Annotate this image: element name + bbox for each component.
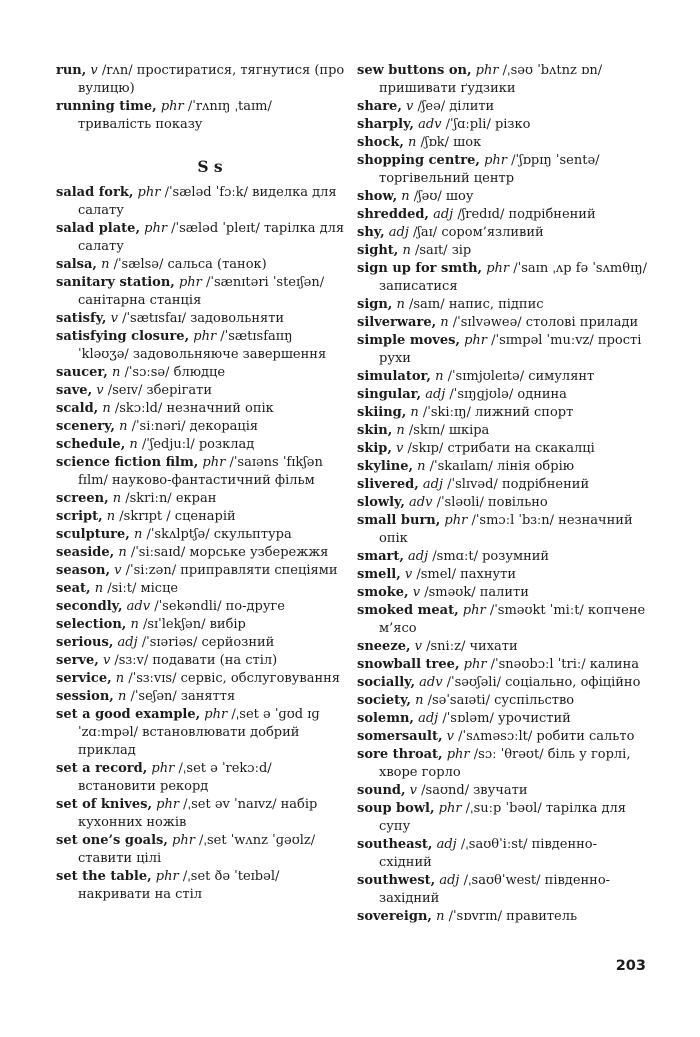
entry-part-of-speech: n [118, 545, 127, 560]
dictionary-entry [357, 458, 647, 476]
entry-part-of-speech: adj [433, 207, 454, 222]
dictionary-entry [56, 562, 346, 580]
entry-definition: /ˌset ðə ˈteɪbəl/ накривати на стіл [78, 869, 280, 902]
entry-part-of-speech: n [106, 509, 116, 524]
entry-definition: /ˌsaʊθˈiːst/ південно-східний [379, 837, 598, 870]
entry-headword: society, [357, 693, 411, 708]
entry-part-of-speech: n [129, 437, 138, 452]
entry-headword: save, [56, 383, 93, 398]
left-main-entries [56, 184, 346, 904]
entry-headword: saucer, [56, 365, 108, 380]
entry-definition: /ˈsiːzən/ приправляти спеціями [121, 563, 338, 578]
dictionary-entry [357, 836, 647, 872]
entry-part-of-speech: n [115, 671, 125, 686]
entry-part-of-speech: v [110, 311, 118, 326]
entry-definition: /ˈsɪmpəl ˈmuːvz/ прості рухи [379, 333, 642, 366]
entry-part-of-speech: n [101, 257, 110, 272]
entry-headword: satisfying closure, [56, 329, 190, 344]
dictionary-entry [357, 746, 647, 782]
entry-part-of-speech: n [102, 401, 111, 416]
entry-headword: show, [357, 189, 398, 204]
entry-definition: /ˌset ˈwʌnz ˈɡəʊlz/ ставити цілі [78, 833, 316, 866]
dictionary-entry [56, 544, 346, 562]
entry-part-of-speech: phr [202, 455, 226, 470]
entry-part-of-speech: adj [117, 635, 138, 650]
entry-headword: shopping centre, [357, 153, 480, 168]
entry-part-of-speech: v [414, 639, 422, 654]
dictionary-entry [56, 418, 346, 436]
entry-headword: salsa, [56, 257, 97, 272]
entry-headword: solemn, [357, 711, 414, 726]
entry-headword: smart, [357, 549, 404, 564]
entry-definition: /ˈsaɪn ˌʌp fə ˈsʌmθɪŋ/ записатися [379, 261, 647, 294]
entry-headword: seat, [56, 581, 91, 596]
entry-part-of-speech: n [417, 459, 426, 474]
entry-definition: /ˌsəʊ ˈbʌtnz ɒn/ пришивати ґудзики [379, 63, 603, 96]
entry-headword: smoke, [357, 585, 409, 600]
entry-part-of-speech: phr [444, 513, 468, 528]
entry-definition: /ˌset ə ˈɡʊd ɪɡˈzɑːmpəl/ встановлювати добрий приклад [78, 707, 320, 758]
entry-definition: /ˈʃɒpɪŋ ˈsentə/ торгівельний центр [379, 153, 600, 186]
dictionary-entry [56, 832, 346, 868]
entry-part-of-speech: n [436, 909, 445, 924]
entry-definition: /ˈsænɪtəri ˈsteɪʃən/ санітарна станція [78, 275, 325, 308]
entry-headword: season, [56, 563, 110, 578]
dictionary-entry [357, 566, 647, 584]
entry-headword: shy, [357, 225, 385, 240]
entry-headword: sign, [357, 297, 393, 312]
entry-definition: /ˈsæləd ˈpleɪt/ тарілка для салату [78, 221, 345, 254]
entry-headword: script, [56, 509, 103, 524]
dictionary-entry [357, 332, 647, 368]
entry-definition: /siːt/ місце [103, 581, 179, 596]
entry-part-of-speech: n [410, 405, 419, 420]
entry-definition: /skɔːld/ незначний опік [110, 401, 274, 416]
entry-headword: smell, [357, 567, 401, 582]
entry-headword: sovereign, [357, 909, 432, 924]
entry-part-of-speech: phr [204, 707, 228, 722]
entry-part-of-speech: n [396, 297, 405, 312]
dictionary-entry [357, 152, 647, 188]
entry-headword: run, [56, 63, 87, 78]
entry-part-of-speech: phr [463, 657, 487, 672]
entry-definition: /ˌset əv ˈnaɪvz/ набір кухонних ножів [78, 797, 318, 830]
entry-part-of-speech: phr [160, 99, 184, 114]
dictionary-entry [357, 386, 647, 404]
entry-part-of-speech: phr [156, 797, 180, 812]
entry-part-of-speech: v [102, 653, 111, 668]
entry-part-of-speech: n [117, 689, 127, 704]
dictionary-entry [357, 440, 647, 458]
entry-headword: small burn, [357, 513, 441, 528]
entry-part-of-speech: phr [155, 869, 179, 884]
entry-part-of-speech: adj [436, 837, 457, 852]
entry-definition: /skɪp/ стрибати на скакалці [403, 441, 595, 456]
dictionary-entry [56, 688, 346, 706]
entry-headword: simple moves, [357, 333, 460, 348]
entry-headword: salad fork, [56, 185, 134, 200]
entry-definition: /ˈsæləd ˈfɔːk/ виделка для салату [78, 185, 337, 218]
entry-definition: /ˈsɪmjʊleɪtə/ симулянт [443, 369, 595, 384]
entry-definition: /ʃeə/ ділити [413, 99, 495, 114]
entry-headword: sore throat, [357, 747, 443, 762]
entry-definition: /smel/ пахнути [412, 567, 517, 582]
entry-part-of-speech: v [412, 585, 421, 600]
section-heading: S s [197, 157, 223, 176]
entry-headword: sharply, [357, 117, 414, 132]
entry-definition: /sɪˈlekʃən/ вибір [138, 617, 246, 632]
dictionary-entry [56, 436, 346, 454]
entry-definition: /ˈsɪəriəs/ серйозний [137, 635, 275, 650]
dictionary-entry [357, 206, 647, 224]
entry-part-of-speech: v [446, 729, 455, 744]
entry-headword: southeast, [357, 837, 433, 852]
entry-part-of-speech: adv [126, 599, 151, 614]
entry-definition: /sɜːv/ подавати (на стіл) [110, 653, 278, 668]
entry-definition: /səˈsaɪəti/ суспільство [423, 693, 575, 708]
entry-definition: /ˈsnəʊbɔːl ˈtriː/ калина [486, 657, 639, 672]
entry-headword: scenery, [56, 419, 115, 434]
entry-definition: /ˈsɔːsə/ блюдце [120, 365, 226, 380]
entry-part-of-speech: v [90, 63, 98, 78]
dictionary-entry [357, 296, 647, 314]
dictionary-entry [357, 116, 647, 134]
dictionary-entry [56, 98, 346, 134]
entry-headword: serious, [56, 635, 114, 650]
entry-part-of-speech: phr [486, 261, 510, 276]
entry-headword: scald, [56, 401, 99, 416]
entry-part-of-speech: phr [172, 833, 195, 848]
entry-definition: /ˈsekəndli/ по-друге [150, 599, 285, 614]
entry-definition: /ˈsaɪəns ˈfɪkʃən fɪlm/ науково-фантастичний фільм [78, 455, 323, 488]
entry-headword: slowly, [357, 495, 405, 510]
entry-definition: /sɔː ˈθrəʊt/ біль у горлі, хворе горло [379, 747, 631, 780]
entry-definition: /ˈʃɑːpli/ різко [441, 117, 531, 132]
entry-headword: skyline, [357, 459, 414, 474]
entry-definition: /ʃaɪ/ сором’язливий [408, 225, 544, 240]
dictionary-entry [56, 62, 346, 98]
dictionary-entry [357, 656, 647, 674]
entry-headword: southwest, [357, 873, 436, 888]
dictionary-entry [357, 674, 647, 692]
entry-headword: socially, [357, 675, 415, 690]
entry-headword: secondly, [56, 599, 123, 614]
entry-definition: /ˈsɒvrɪn/ правитель [444, 909, 578, 924]
entry-definition: /ˈskaɪlaɪn/ лінія обрію [425, 459, 575, 474]
entry-headword: snowball tree, [357, 657, 460, 672]
entry-definition: /ˈsætɪsfaɪ/ задовольняти [117, 311, 285, 326]
dictionary-entry [56, 220, 346, 256]
dictionary-entry [56, 616, 346, 634]
entry-headword: set one’s goals, [56, 833, 168, 848]
dictionary-entry [357, 512, 647, 548]
entry-headword: screen, [56, 491, 109, 506]
entry-part-of-speech: phr [446, 747, 470, 762]
entry-part-of-speech: n [111, 365, 121, 380]
dictionary-entry [357, 314, 647, 332]
entry-definition: /ˈsləʊli/ повільно [432, 495, 548, 510]
entry-part-of-speech: adj [422, 477, 444, 492]
entry-part-of-speech: v [114, 563, 122, 578]
entry-headword: seaside, [56, 545, 115, 560]
entry-headword: sew buttons on, [357, 63, 472, 78]
dictionary-entry [56, 868, 346, 904]
entry-part-of-speech: v [396, 441, 404, 456]
entry-definition: /ˌsuːp ˈbəʊl/ тарілка для супу [379, 801, 626, 834]
entry-headword: sign up for smth, [357, 261, 483, 276]
dictionary-entry [357, 260, 647, 296]
page-number: 203 [615, 958, 646, 974]
entry-part-of-speech: n [401, 189, 410, 204]
entry-part-of-speech: v [96, 383, 104, 398]
entry-headword: somersault, [357, 729, 443, 744]
entry-headword: sound, [357, 783, 406, 798]
entry-part-of-speech: phr [178, 275, 202, 290]
dictionary-entry [357, 800, 647, 836]
entry-part-of-speech: v [405, 99, 414, 114]
entry-definition: /skɪn/ шкіра [404, 423, 490, 438]
dictionary-entry [56, 670, 346, 688]
entry-headword: sneeze, [357, 639, 411, 654]
entry-part-of-speech: adj [408, 549, 429, 564]
entry-headword: set the table, [56, 869, 152, 884]
entry-definition: /seɪv/ зберігати [103, 383, 212, 398]
dictionary-entry [357, 224, 647, 242]
entry-definition: /saɪt/ зір [410, 243, 472, 258]
entry-definition: /ˈskiːɪŋ/ лижний спорт [418, 405, 574, 420]
dictionary-entry [357, 638, 647, 656]
entry-definition: /ˌsaʊθˈwest/ південно-західний [379, 873, 611, 906]
dictionary-entry [357, 476, 647, 494]
entry-definition: /ˈsməʊkt ˈmiːt/ копчене м’ясо [379, 603, 646, 636]
entry-part-of-speech: adj [418, 711, 439, 726]
entry-definition: /ˈslɪvəd/ подрібнений [443, 477, 590, 492]
entry-headword: set a record, [56, 761, 148, 776]
entry-definition: /rʌn/ простиратися, тягнутися (про вулицю) [78, 63, 345, 96]
entry-part-of-speech: n [396, 423, 405, 438]
entry-headword: service, [56, 671, 112, 686]
entry-definition: /ˈsælsə/ сальса (танок) [109, 257, 267, 272]
dictionary-entry [357, 908, 647, 926]
dictionary-entry [56, 598, 346, 616]
dictionary-entry [56, 634, 346, 652]
entry-headword: singular, [357, 387, 422, 402]
dictionary-entry [56, 508, 346, 526]
entry-headword: set a good example, [56, 707, 201, 722]
entry-definition: /sməʊk/ палити [420, 585, 529, 600]
entry-part-of-speech: phr [144, 221, 168, 236]
entry-definition: /ʃredɪd/ подрібнений [453, 207, 596, 222]
entry-part-of-speech: phr [151, 761, 175, 776]
entry-definition: /ˈsəʊʃəli/ соціально, офіційно [442, 675, 641, 690]
dictionary-entry [56, 382, 346, 400]
dictionary-entry [56, 796, 346, 832]
dictionary-entry [357, 242, 647, 260]
dictionary-entry [357, 188, 647, 206]
entry-definition: /smɑːt/ розумний [428, 549, 550, 564]
dictionary-entry [56, 328, 346, 364]
right-column [357, 62, 647, 926]
left-top-entries [56, 62, 346, 134]
dictionary-entry [357, 602, 647, 638]
entry-definition: /ˈsætɪsfaɪɪŋ ˈkləʊʒə/ задовольняюче завершення [78, 329, 327, 362]
entry-definition: /ˈseʃən/ заняття [126, 689, 236, 704]
dictionary-entry [56, 580, 346, 598]
dictionary-entry [56, 274, 346, 310]
entry-headword: smoked meat, [357, 603, 459, 618]
dictionary-entry [56, 256, 346, 274]
dictionary-entry [56, 454, 346, 490]
entry-definition: /ˈsmɔːl ˈbɜːn/ незначний опік [379, 513, 633, 546]
dictionary-entry [357, 368, 647, 386]
entry-headword: selection, [56, 617, 127, 632]
entry-definition: /ˈʃedjuːl/ розклад [137, 437, 255, 452]
entry-definition: /ˈsɒləm/ урочистий [438, 711, 571, 726]
dictionary-entry [357, 548, 647, 566]
entry-definition: /ʃɒk/ шок [416, 135, 482, 150]
dictionary-entry [357, 728, 647, 746]
entry-part-of-speech: phr [193, 329, 217, 344]
entry-definition: /ˌset ə ˈrekɔːd/ встановити рекорд [78, 761, 272, 794]
entry-headword: session, [56, 689, 114, 704]
entry-headword: shredded, [357, 207, 429, 222]
entry-headword: silverware, [357, 315, 437, 330]
dictionary-entry [357, 422, 647, 440]
dictionary-entry [357, 134, 647, 152]
dictionary-entry [357, 782, 647, 800]
entry-definition: /ˈsʌməsɔːlt/ робити сальто [454, 729, 635, 744]
entry-headword: slivered, [357, 477, 419, 492]
entry-part-of-speech: phr [484, 153, 507, 168]
dictionary-entry [357, 584, 647, 602]
entry-part-of-speech: n [440, 315, 449, 330]
entry-part-of-speech: v [404, 567, 413, 582]
entry-definition: /ˈsɜːvɪs/ сервіс, обслуговування [124, 671, 340, 686]
dictionary-entry [56, 364, 346, 382]
entry-definition: /ˈsiːsaɪd/ морське узбережжя [126, 545, 329, 560]
entry-part-of-speech: adv [418, 117, 442, 132]
entry-headword: satisfy, [56, 311, 107, 326]
entry-part-of-speech: n [119, 419, 128, 434]
entry-headword: running time, [56, 99, 157, 114]
entry-part-of-speech: adv [419, 675, 443, 690]
entry-headword: serve, [56, 653, 99, 668]
entry-headword: salad plate, [56, 221, 140, 236]
entry-headword: sight, [357, 243, 399, 258]
entry-definition: /saʊnd/ звучати [417, 783, 528, 798]
entry-part-of-speech: adj [439, 873, 460, 888]
entry-headword: share, [357, 99, 402, 114]
dictionary-entry [357, 494, 647, 512]
entry-headword: set of knives, [56, 797, 152, 812]
entry-part-of-speech: adv [409, 495, 433, 510]
entry-part-of-speech: n [415, 693, 424, 708]
entry-part-of-speech: n [112, 491, 122, 506]
dictionary-entry [357, 404, 647, 422]
entry-definition: /ˈrʌnɪŋ ˌtaɪm/ тривалість показу [78, 99, 272, 132]
entry-headword: shock, [357, 135, 404, 150]
entry-headword: sculpture, [56, 527, 130, 542]
entry-definition: /skrɪpt / сценарій [115, 509, 236, 524]
entry-part-of-speech: n [94, 581, 104, 596]
entry-headword: simulator, [357, 369, 431, 384]
dictionary-entry [357, 710, 647, 728]
entry-part-of-speech: v [409, 783, 418, 798]
dictionary-entry [357, 98, 647, 116]
dictionary-entry [56, 184, 346, 220]
entry-definition: /ˈsiːnəri/ декорація [127, 419, 259, 434]
entry-headword: soup bowl, [357, 801, 435, 816]
dictionary-entry [56, 760, 346, 796]
entry-part-of-speech: n [130, 617, 139, 632]
entry-definition: /sniːz/ чихати [422, 639, 518, 654]
dictionary-entry [56, 490, 346, 508]
dictionary-entry [56, 310, 346, 328]
entry-part-of-speech: n [408, 135, 417, 150]
entry-part-of-speech: phr [464, 333, 487, 348]
dictionary-entry [56, 706, 346, 760]
entry-part-of-speech: phr [462, 603, 486, 618]
left-column [56, 62, 346, 904]
dictionary-entry [56, 526, 346, 544]
entry-part-of-speech: n [133, 527, 143, 542]
dictionary-entry [357, 692, 647, 710]
dictionary-entry [357, 872, 647, 908]
entry-part-of-speech: adj [425, 387, 446, 402]
entry-headword: skiing, [357, 405, 407, 420]
entry-definition: /skriːn/ екран [121, 491, 217, 506]
right-entries [357, 62, 647, 926]
entry-part-of-speech: n [402, 243, 411, 258]
entry-definition: /ˈsɪŋɡjʊlə/ однина [445, 387, 567, 402]
dictionary-entry [357, 62, 647, 98]
entry-part-of-speech: n [435, 369, 444, 384]
entry-headword: sanitary station, [56, 275, 175, 290]
entry-headword: science fiction film, [56, 455, 199, 470]
entry-headword: schedule, [56, 437, 126, 452]
entry-part-of-speech: phr [475, 63, 499, 78]
entry-part-of-speech: phr [438, 801, 462, 816]
entry-definition: /ˈskʌlptʃə/ скульптура [142, 527, 292, 542]
entry-part-of-speech: adj [388, 225, 409, 240]
entry-definition: /ˈsɪlvəweə/ столові прилади [448, 315, 639, 330]
entry-definition: /ʃəʊ/ шоу [409, 189, 474, 204]
entry-headword: skin, [357, 423, 393, 438]
dictionary-entry [56, 652, 346, 670]
entry-definition: /saɪn/ напис, підпис [404, 297, 544, 312]
entry-headword: skip, [357, 441, 392, 456]
dictionary-entry [56, 400, 346, 418]
entry-part-of-speech: phr [137, 185, 161, 200]
